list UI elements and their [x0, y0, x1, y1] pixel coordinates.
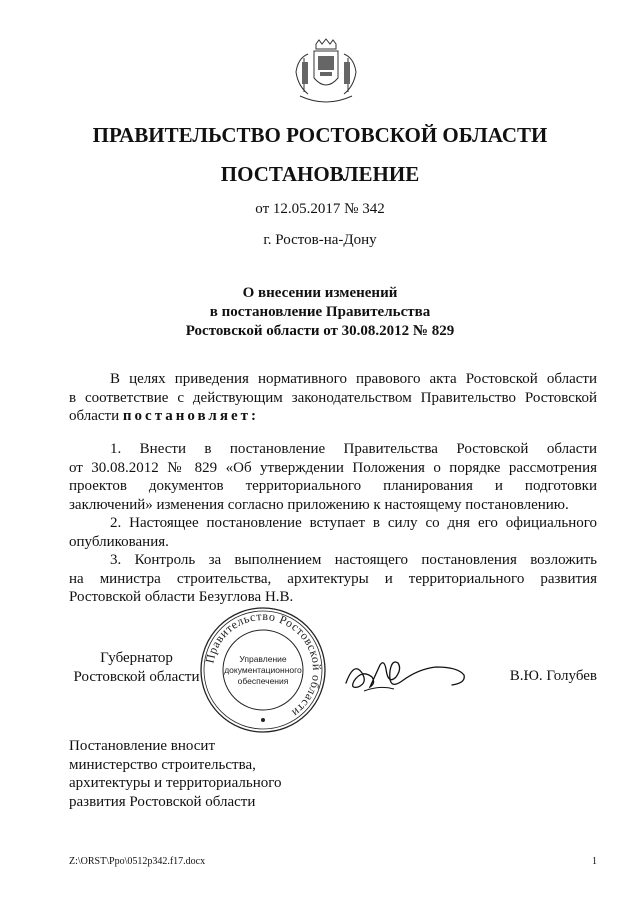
preamble-prefix: области: [69, 408, 123, 424]
item-line: на министра строительства, архитектуры и территориального развития: [69, 570, 597, 587]
official-stamp: [199, 606, 327, 734]
submitted-line: министерство строительства,: [69, 756, 256, 773]
resolves-word: постановляет:: [122, 408, 259, 424]
document-type: ПОСТАНОВЛЕНИЕ: [220, 162, 420, 186]
position-line: Губернатор: [100, 650, 173, 666]
subject-line: в постановление Правительства: [209, 304, 431, 320]
signatory-position: [69, 649, 204, 687]
stamp-inner-line: обеспечения: [237, 676, 289, 686]
subject-line: О внесении изменений: [242, 285, 398, 301]
footer-file-path: Z:\ORST\Ppo\0512p342.f17.docx: [69, 856, 206, 867]
preamble: [69, 370, 597, 426]
preamble-line: [69, 407, 597, 426]
stamp-inner-line: документационного: [224, 665, 302, 675]
item-line: 3. Контроль за выполнением настоящего постановления возложить: [110, 552, 597, 568]
date-number: от 12.05.2017 № 342: [255, 201, 385, 217]
subject-line: Ростовской области от 30.08.2012 № 829: [185, 323, 455, 339]
document-subject: [0, 284, 640, 341]
position-line: Ростовской области: [73, 669, 200, 685]
item-line: от 30.08.2012 № 829 «Об утверждении Положения о порядке рассмотрения: [69, 459, 597, 476]
item-line: 1. Внести в постановление Правительства Ростовской области: [110, 441, 597, 457]
item-line: проектов документов территориального планирования и подготовки: [69, 478, 597, 494]
item-line: заключений» изменения согласно приложению к настоящему постановлению.: [69, 496, 569, 513]
preamble-line: В целях приведения нормативного правового акта Ростовской области: [110, 371, 597, 387]
signatory-name: В.Ю. Голубев: [509, 668, 597, 684]
handwritten-signature: [340, 655, 470, 700]
page-number: 1: [592, 856, 597, 867]
submitted-by: [69, 737, 282, 811]
submitted-line: Постановление вносит: [69, 738, 216, 754]
city: г. Ростов-на-Дону: [263, 232, 377, 248]
item-line: Ростовской области Безуглова Н.В.: [69, 589, 294, 605]
stamp-ring-text: Правительство Ростовской области: [202, 608, 325, 721]
item-line: опубликования.: [69, 533, 169, 550]
submitted-line: архитектуры и территориального: [69, 775, 282, 791]
stamp-inner-line: Управление: [239, 654, 287, 664]
resolution-items: [69, 440, 597, 607]
coat-of-arms-emblem: [290, 38, 362, 110]
government-title: ПРАВИТЕЛЬСТВО РОСТОВСКОЙ ОБЛАСТИ: [92, 123, 548, 147]
item-line: 2. Настоящее постановление вступает в силу со дня его официального: [110, 515, 597, 531]
preamble-line: в соответствие с действующим законодательством Правительство Ростовской: [69, 389, 597, 406]
submitted-line: развития Ростовской области: [69, 793, 256, 810]
